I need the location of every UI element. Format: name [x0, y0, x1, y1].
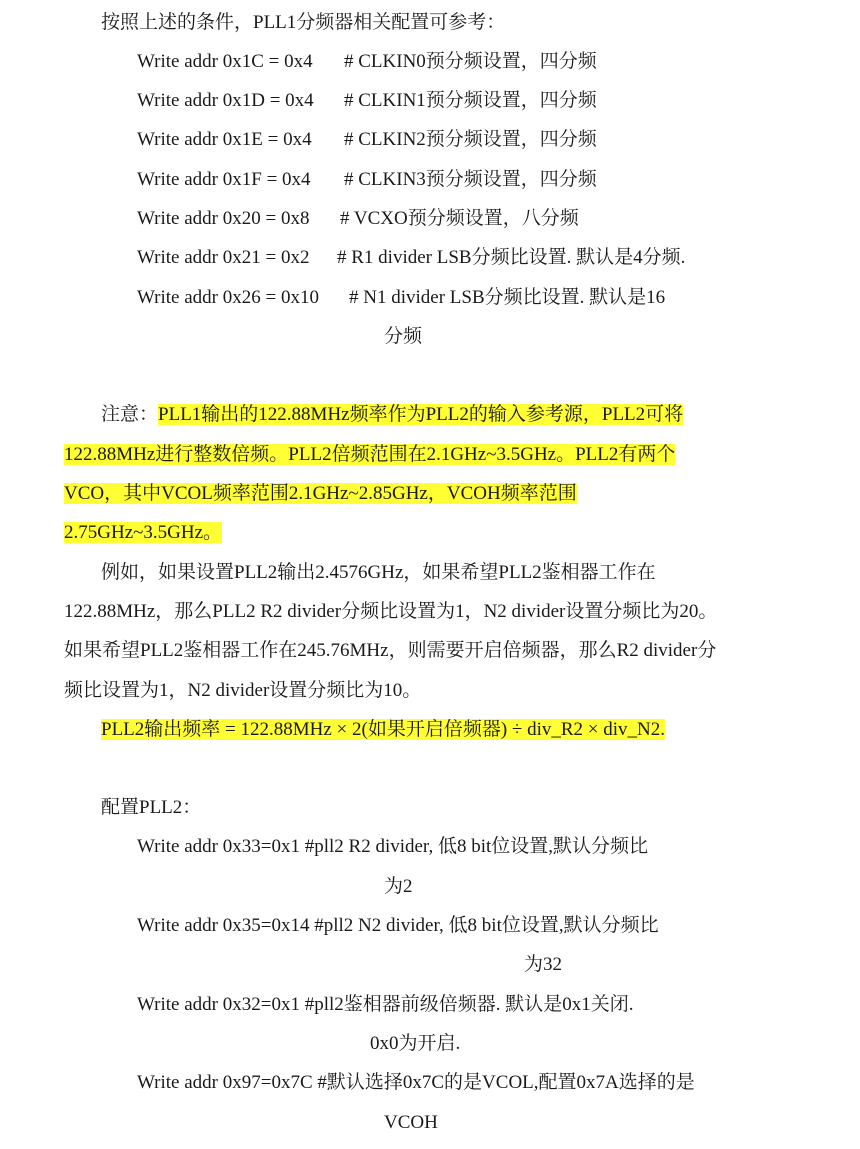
- register-write: Write addr 0x1C = 0x4: [137, 51, 313, 72]
- register-comment: # CLKIN2预分频设置，四分频: [344, 129, 597, 150]
- example-line: 如果希望PLL2鉴相器工作在245.76MHz，则需要开启倍频器，那么R2 divider分: [64, 640, 717, 661]
- pll2-config-continuation: 为32: [524, 954, 563, 975]
- register-write: Write addr 0x21 = 0x2: [137, 247, 310, 268]
- register-comment: # CLKIN0预分频设置，四分频: [344, 51, 597, 72]
- register-comment: # R1 divider LSB分频比设置. 默认是4分频.: [337, 247, 686, 268]
- pll2-config-line: Write addr 0x35=0x14 #pll2 N2 divider, 低8 bit位设置,默认分频比: [137, 915, 659, 936]
- note-line: [64, 481, 577, 507]
- register-comment: # CLKIN3预分频设置，四分频: [344, 169, 597, 190]
- pll1-config-line: [137, 88, 597, 114]
- register-write: Write addr 0x1F = 0x4: [137, 169, 311, 190]
- pll1-intro: 按照上述的条件，PLL1分频器相关配置可参考：: [101, 12, 506, 33]
- pll2-config-continuation: 为2: [384, 876, 413, 897]
- example-line: 122.88MHz，那么PLL2 R2 divider分频比设置为1，N2 divider设置分频比为20。: [64, 601, 718, 622]
- note-highlight: VCO，其中VCOL频率范围2.1GHz~2.85GHz，VCOH频率范围: [64, 483, 577, 504]
- pll1-config-line: [137, 245, 685, 271]
- example-line: 频比设置为1，N2 divider设置分频比为10。: [64, 680, 422, 701]
- register-comment: # CLKIN1预分频设置，四分频: [344, 90, 597, 111]
- pll2-config-line: Write addr 0x97=0x7C #默认选择0x7C的是VCOL,配置0x7A选择的是: [137, 1072, 695, 1093]
- pll1-config-line: [137, 285, 665, 311]
- register-write: Write addr 0x20 = 0x8: [137, 208, 310, 229]
- pll1-config-line: [137, 49, 597, 75]
- pll1-config-continuation: 分频: [384, 326, 423, 347]
- register-comment: # N1 divider LSB分频比设置. 默认是16: [349, 287, 666, 308]
- register-write: Write addr 0x1D = 0x4: [137, 90, 314, 111]
- pll1-config-line: [137, 206, 579, 232]
- pll2-heading: 配置PLL2：: [101, 797, 202, 818]
- pll1-config-line: [137, 127, 597, 153]
- note-highlight: 122.88MHz进行整数倍频。PLL2倍频范围在2.1GHz~3.5GHz。PLL2有两个: [64, 444, 676, 465]
- pll2-config-line: Write addr 0x33=0x1 #pll2 R2 divider, 低8 bit位设置,默认分频比: [137, 836, 649, 857]
- register-write: Write addr 0x26 = 0x10: [137, 287, 319, 308]
- note-line: [64, 442, 675, 468]
- note-highlight: 2.75GHz~3.5GHz。: [64, 522, 223, 543]
- register-comment: # VCXO预分频设置，八分频: [340, 208, 579, 229]
- note-prefix: 注意：: [101, 404, 159, 425]
- pll1-config-line: [137, 167, 597, 193]
- register-write: Write addr 0x1E = 0x4: [137, 129, 312, 150]
- pll2-config-continuation: VCOH: [384, 1112, 438, 1133]
- note-line: [64, 520, 222, 546]
- pll2-config-continuation: 0x0为开启.: [370, 1033, 461, 1054]
- pll2-config-line: Write addr 0x32=0x1 #pll2鉴相器前级倍频器. 默认是0x1关闭.: [137, 994, 634, 1015]
- formula-highlight: PLL2输出频率 = 122.88MHz × 2(如果开启倍频器) ÷ div_R2 × div_N2.: [101, 719, 666, 740]
- formula-line: [101, 717, 665, 743]
- note-line: [101, 402, 683, 428]
- example-line: 例如，如果设置PLL2输出2.4576GHz，如果希望PLL2鉴相器工作在: [101, 562, 656, 583]
- note-highlight: PLL1输出的122.88MHz频率作为PLL2的输入参考源，PLL2可将: [158, 404, 684, 425]
